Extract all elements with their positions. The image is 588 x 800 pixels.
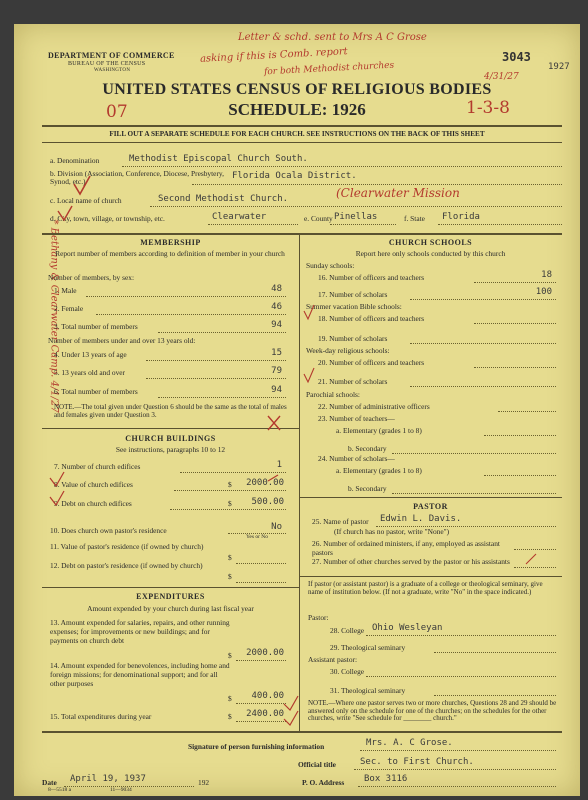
q2-female-value[interactable]: 46 [271, 302, 282, 312]
q11-residence-value-label: 11. Value of pastor's residence (if owned by church) [50, 542, 204, 551]
county-label: e. County [304, 214, 333, 223]
q18-label: 18. Number of officers and teachers [318, 314, 425, 323]
q4-under13-value[interactable]: 15 [271, 348, 282, 358]
state-value[interactable]: Florida [442, 212, 480, 222]
q29-label: 29. Theological seminary [330, 643, 406, 652]
handwritten-note-top-3: for both Methodist churches [263, 60, 395, 78]
weekday-schools-label: Week-day religious schools: [306, 346, 390, 355]
q5-over13-label: 5. 13 years old and over [54, 368, 126, 377]
q20-label: 20. Number of officers and teachers [318, 358, 425, 367]
q30-label: 30. College [330, 667, 365, 676]
q16-value[interactable]: 18 [541, 270, 552, 280]
denomination-value[interactable]: Methodist Episcopal Church South. [129, 154, 308, 164]
q1-male-label: 1. Male [54, 286, 77, 295]
q13-dollar: $ [228, 651, 232, 660]
pastor-note: NOTE.—Where one pastor serves two or more churches, Questions 28 and 29 should be answered only on the schedule for one of the churches; on the schedules for the other churches, write "See schedule for ________ church." [308, 699, 557, 723]
q24b-label: b. Secondary [348, 484, 387, 493]
form-number: 8—5518 a [48, 787, 72, 793]
q9-debt-label: 9. Debt on church edifices [54, 499, 132, 508]
membership-title: MEMBERSHIP [140, 238, 201, 247]
q21-label: 21. Number of scholars [318, 377, 388, 386]
q15-total-label: 15. Total expenditures during year [50, 712, 152, 721]
handwritten-left-code: 07 [106, 102, 128, 122]
division-value[interactable]: Florida Ocala District. [232, 171, 357, 181]
q3-total-value[interactable]: 94 [271, 320, 282, 330]
state-label: f. State [404, 214, 425, 223]
schools-title: CHURCH SCHOOLS [388, 238, 473, 247]
print-number: 11—9034 [110, 787, 132, 793]
q8-value-value[interactable]: 2000.00 [246, 478, 284, 488]
q7-edifices-label: 7. Number of church edifices [54, 462, 141, 471]
pastor-title: PASTOR [413, 502, 448, 511]
q9-dollar: $ [228, 499, 232, 508]
q13-expenses-value[interactable]: 2000.00 [246, 648, 284, 658]
q2-female-label: 2. Female [54, 304, 84, 313]
schools-subtitle: Report here only schools conducted by this church [355, 249, 506, 258]
assistant-pastor-sublabel: Assistant pastor: [308, 655, 358, 664]
parochial-schools-label: Parochial schools: [306, 390, 360, 399]
expenditures-title: EXPENDITURES [136, 592, 205, 601]
q8-dollar: $ [228, 480, 232, 489]
q14-benevolences-value[interactable]: 400.00 [251, 691, 284, 701]
handwritten-note-top-1: Letter & schd. sent to Mrs A C Grose [238, 32, 427, 43]
signature-label: Signature of person furnishing information [188, 742, 325, 751]
date-label: Date [42, 778, 57, 787]
q6-total-label: 6. Total number of members [54, 387, 138, 396]
q31-label: 31. Theological seminary [330, 686, 406, 695]
q9-debt-value[interactable]: 500.00 [251, 497, 284, 507]
census-schedule-sheet [14, 24, 580, 796]
q17-value[interactable]: 100 [535, 287, 552, 297]
city-label: d. City, town, village, or township, etc. [50, 214, 165, 223]
q17-label: 17. Number of scholars [318, 290, 388, 299]
q7-edifices-value[interactable]: 1 [276, 460, 282, 470]
q12-dollar: $ [228, 572, 232, 581]
membership-note: NOTE.—The total given under Question 6 should be the same as the total of males and females given under Question 3. [54, 403, 287, 419]
graduate-note: If pastor (or assistant pastor) is a graduate of a college or theological seminary, give name of institution below. (If not a graduate, write "No" in the space indicated.) [308, 580, 543, 597]
vacation-schools-label: Summer vacation Bible schools: [306, 302, 402, 311]
local-name-value[interactable]: Second Methodist Church. [158, 194, 289, 204]
q24-label: 24. Number of scholars— [318, 454, 395, 463]
q14-dollar: $ [228, 694, 232, 703]
membership-subtitle: Report number of members according to definition of member in your church [55, 249, 285, 258]
q5-over13-value[interactable]: 79 [271, 366, 282, 376]
q15-total-value[interactable]: 2400.00 [246, 709, 284, 719]
stamp-number: 3043 [502, 50, 531, 64]
q25-hint: (If church has no pastor, write "None") [334, 527, 450, 536]
members-by-sex-label: Number of members, by sex: [48, 273, 134, 282]
denomination-label: a. Denomination [50, 156, 100, 165]
q3-total-label: 3. Total number of members [54, 322, 138, 331]
q10-hint: Yes or No [245, 534, 269, 540]
fill-out-instruction: FILL OUT A SEPARATE SCHEDULE FOR EACH CHURCH. SEE INSTRUCTIONS ON THE BACK OF THIS SHEET [109, 130, 485, 138]
schedule-title: SCHEDULE: 1926 [228, 100, 366, 119]
q16-label: 16. Number of officers and teachers [318, 273, 425, 282]
q25-value[interactable]: Edwin L. Davis. [380, 514, 462, 524]
po-address-label: P. O. Address [302, 778, 345, 787]
q28-label: 28. College [330, 626, 365, 635]
q26-label: 26. Number of ordained ministers, if any, employed as assistant pastors [312, 539, 500, 557]
q1-male-value[interactable]: 48 [271, 284, 282, 294]
county-value[interactable]: Pinellas [334, 212, 378, 222]
bureau-city: WASHINGTON [94, 68, 131, 73]
q8-value-label: 8. Value of church edifices [54, 480, 133, 489]
pastor-sublabel: Pastor: [308, 613, 329, 622]
department-name: DEPARTMENT OF COMMERCE [48, 51, 175, 60]
q13-expenses-label: 13. Amount expended for salaries, repairs, and other running expenses; for improvements or new buildings; and for payments on church debt [50, 618, 230, 645]
city-value[interactable]: Clearwater [212, 212, 267, 222]
q23b-label: b. Secondary [348, 444, 387, 453]
handwritten-clearwater-mission: (Clearwater Mission [336, 186, 460, 200]
stamp-year: 1927 [548, 62, 570, 72]
q23-label: 23. Number of teachers— [318, 414, 395, 423]
q4-under13-label: 4. Under 13 years of age [54, 350, 127, 359]
q15-dollar: $ [228, 712, 232, 721]
local-name-label: c. Local name of church [50, 196, 122, 205]
official-title-value[interactable]: Sec. to First Church. [360, 757, 474, 767]
q12-residence-debt-label: 12. Debt on pastor's residence (if owned by church) [50, 561, 203, 570]
buildings-subtitle: See instructions, paragraphs 10 to 12 [115, 445, 226, 454]
q14-benevolences-label: 14. Amount expended for benevolences, including home and foreign missions; for denominational support; and for all other purposes [50, 661, 230, 688]
handwritten-margin-note: * Bethany & Clearwater Camp. 4/1/27 [48, 219, 60, 413]
q24a-label: a. Elementary (grades 1 to 8) [336, 466, 422, 475]
bureau-name: BUREAU OF THE CENSUS [68, 61, 146, 67]
expenditures-subtitle: Amount expended by your church during last fiscal year [87, 604, 254, 613]
signature-value[interactable]: Mrs. A. C Grose. [366, 738, 453, 748]
date-value[interactable]: April 19, 1937 [70, 774, 146, 784]
red-check-marks [14, 24, 580, 796]
q6-total-value[interactable]: 94 [271, 385, 282, 395]
q28-value[interactable]: Ohio Wesleyan [372, 623, 443, 633]
census-title: UNITED STATES CENSUS OF RELIGIOUS BODIES [102, 81, 492, 98]
q19-label: 19. Number of scholars [318, 334, 388, 343]
division-label: b. Division (Association, Conference, Diocese, Presbytery, Synod, etc.) [50, 169, 224, 186]
age-header-label: Number of members under and over 13 years old: [48, 336, 196, 345]
handwritten-note-top-2: asking if this is Comb. report [199, 46, 348, 65]
official-title-label: Official title [298, 760, 336, 769]
handwritten-right-code: 1-3-8 [466, 98, 510, 118]
q22-label: 22. Number of administrative officers [318, 402, 430, 411]
handwritten-date-note: 4/31/27 [484, 72, 519, 82]
sunday-schools-label: Sunday schools: [306, 261, 355, 270]
q10-residence-label: 10. Does church own pastor's residence [50, 526, 167, 535]
q25-label: 25. Name of pastor [312, 517, 369, 526]
q23a-label: a. Elementary (grades 1 to 8) [336, 426, 422, 435]
q11-dollar: $ [228, 553, 232, 562]
po-address-value[interactable]: Box 3116 [364, 774, 408, 784]
buildings-title: CHURCH BUILDINGS [125, 434, 216, 443]
q10-residence-value[interactable]: No [271, 522, 282, 532]
date-year-suffix: 192 [198, 778, 210, 787]
q27-label: 27. Number of other churches served by the pastor or his assistants [312, 557, 510, 566]
